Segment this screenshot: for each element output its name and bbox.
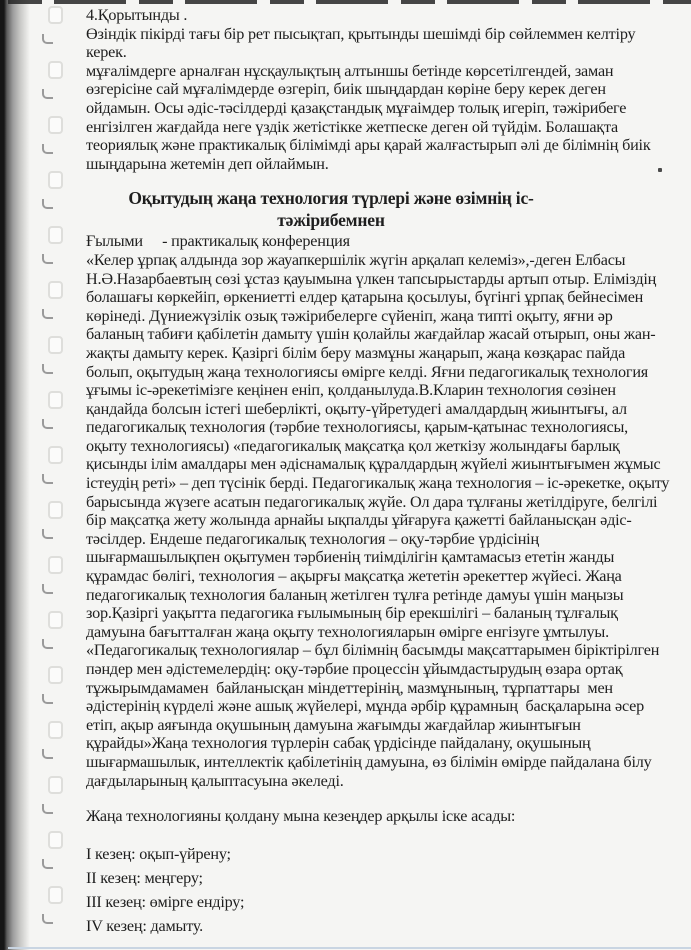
binding-hole-shadow: [42, 89, 53, 99]
binding-hole-shadow: [42, 309, 53, 319]
binding-hole-mark: [48, 116, 63, 134]
scan-edge-bottom: [8, 947, 691, 949]
binding-hole-shadow: [42, 419, 53, 429]
article-heading: Оқытудың жаңа технология түрлері және өзімнің іс-тәжірибемнен: [128, 188, 534, 230]
binding-hole-shadow: [42, 639, 53, 649]
binding-hole-shadow: [42, 474, 53, 484]
binding-hole-mark: [48, 336, 63, 354]
stage-item: ІV кезең: дамыту.: [86, 916, 203, 935]
article-body-paragraph-2: «Педагогикалық технологиялар – бұл білімнің басымды мақсаттарымен біріктірілген пәндер мен әдістемелердің: оқу-тәрбие процессін ұйымдастырудың өзара ортақ тұжырымдамамен байланысқан міндеттерінің, мазмұнының, тұрпаттары мен әдістерінің күрделі және ашық жүйелері, мұнда әрбір құрамның басқаларына әсер етіп, ақыр аяғында оқушының дамуына жағымды жағдайлар жиынтығын құрайды»Жаңа технология түрлерін сабақ үрдісінде пайдалану, оқушының шығармашылык, интеллектік қабілетінің дамуына, өз білімін өмірде пайдалана білу дағдыларының қалыптасуына әкеледі.: [86, 641, 667, 790]
binding-hole-shadow: [42, 34, 53, 44]
scan-edge-top: [8, 0, 691, 4]
stages-list: [86, 842, 670, 938]
binding-hole-shadow: [42, 364, 53, 374]
ink-speck: [658, 168, 662, 172]
binding-hole-shadow: [42, 529, 53, 539]
binding-hole-mark: [48, 171, 63, 189]
binding-hole-shadow: [42, 804, 53, 814]
binding-hole-mark: [48, 61, 63, 79]
binding-hole-mark: [48, 666, 63, 684]
conclusion-paragraph-1: Өзіндік пікірді тағы бір рет пысықтап, қрытынды шешімді бір сөйлеммен келтіру керек.: [86, 24, 640, 62]
binding-hole-mark: [48, 281, 63, 299]
binding-hole-mark: [48, 501, 63, 519]
stage-item: І кезең: оқып-үйрену;: [86, 844, 231, 863]
binding-hole-mark: [48, 831, 63, 849]
binding-hole-mark: [48, 721, 63, 739]
stages-intro: Жаңа технологияны қолдану мына кезеңдер арқылы іске асады:: [86, 807, 516, 826]
section-title: 4.Қорытынды .: [86, 6, 188, 24]
binding-hole-mark: [48, 611, 63, 629]
binding-hole-shadow: [42, 914, 53, 924]
binding-hole-mark: [48, 446, 63, 464]
binding-hole-mark: [48, 226, 63, 244]
binding-hole-shadow: [42, 749, 53, 759]
article-body-paragraph-1: «Келер ұрпақ алдында зор жауапкершілік жүгін арқалап келеміз»,-деген Елбасы Н.Ә.Назарбаевтың сөзі ұстаз қауымына үлкен тапсырыстарды артып отыр. Еліміздің болашағы көркейіп, өркениетті елдер қатарына қосылуы, бүгінгі ұрпақ бейнесімен көрінеді. Дүниежүзілік озық тәжірибелерге сүйеніп, жаңа типті оқыту, яғни әр баланың табиғи қабілетін дамыту үшін қолайлы жағдайлар жасай отырып, оны жан-жақты дамыту керек. Қазіргі білім беру мазмұны жаңарып, жаңа көзқарас пайда болып, оқытудың жаңа технологиясы өмірге келді. Яғни педагогикалық технология ұғымы іс-әрекетімізге кеңінен еніп, қолданылуда.В.Кларин технология сөзінен қандайда болсын істегі шеберлікті, оқыту-үйретудегі амалдардың жиынтығы, ал педагогикалық технология (тәрбие технологиясы, қарым-қатынас технологиясы, оқыту технологиясы) «педагогикалық мақсатқа қол жеткізу жолындағы барлық қисынды ілім амалдары мен әдіснамалық құралдардың жүйелі жиынтығымен жұмыс істеудің реті» – деп түсінік берді. Педагогикалық жаңа технология – іс-әрекетке, оқыту барысында жүзеге асатын педагогикалық жүйе. Ол дара тұлғаны жетілдіруге, белгілі бір мақсатқа жету жолында арнайы ықпалды ұйғаруға қажетті байланысқан әдіс-тәсілдер. Ендеше педагогикалық технология – оқу-тәрбие үрдісінің шығармашылықпен оқытумен тәрбиенің тиімділігін қамтамасыз ететін жанды құрамдас бөлігі, технология – ақырғы мақсатқа жететін әрекеттер жүйесі. Жаңа педагогикалық технология баланың жетілген тұлға ретінде дамуы үшін маңызы зор.Қазіргі уақытта педагогика ғылымының бір ерекшілігі – баланың тұлғалық дамуына бағытталған жаңа оқыту технологияларын өмірге енгізуге ұмтылуы.: [86, 250, 674, 641]
document-content: [86, 6, 674, 938]
binding-hole-mark: [48, 776, 63, 794]
binding-hole-shadow: [42, 859, 53, 869]
binding-hole-marks: [0, 0, 80, 950]
binding-hole-shadow: [42, 694, 53, 704]
stage-item: ІІ кезең: меңгеру;: [86, 868, 203, 887]
binding-hole-mark: [48, 556, 63, 574]
binding-hole-shadow: [42, 199, 53, 209]
binding-hole-shadow: [42, 254, 53, 264]
binding-hole-mark: [48, 6, 63, 24]
stage-item: ІІІ кезең: өмірге ендіру;: [86, 892, 245, 911]
binding-hole-shadow: [42, 584, 53, 594]
binding-hole-shadow: [42, 144, 53, 154]
conclusion-paragraph-2: мұғалімдерге арналған нұсқаулықтың алтыншы бетінде көрсетілгендей, заман өзгерісіне сай мұғалімдерде өзгеріп, биік шыңдардан көріне беру керек деген ойдамын. Осы әдіс-тәсілдерді қазақстандық мұғаімдер толық игеріп, тәжірибеге енгізілген жағдайда неге үздік жетістікке жетпеске деген ой түйдім. Болашақта теориялық және практикалық білімімді ары қарай жалғастырып әлі де білімнің биік шыңдарына жетемін деп ойлаймын.: [86, 61, 655, 173]
binding-hole-mark: [48, 886, 63, 904]
conference-subtitle: Ғылыми - практикалық конференция: [86, 232, 350, 251]
binding-hole-mark: [48, 391, 63, 409]
